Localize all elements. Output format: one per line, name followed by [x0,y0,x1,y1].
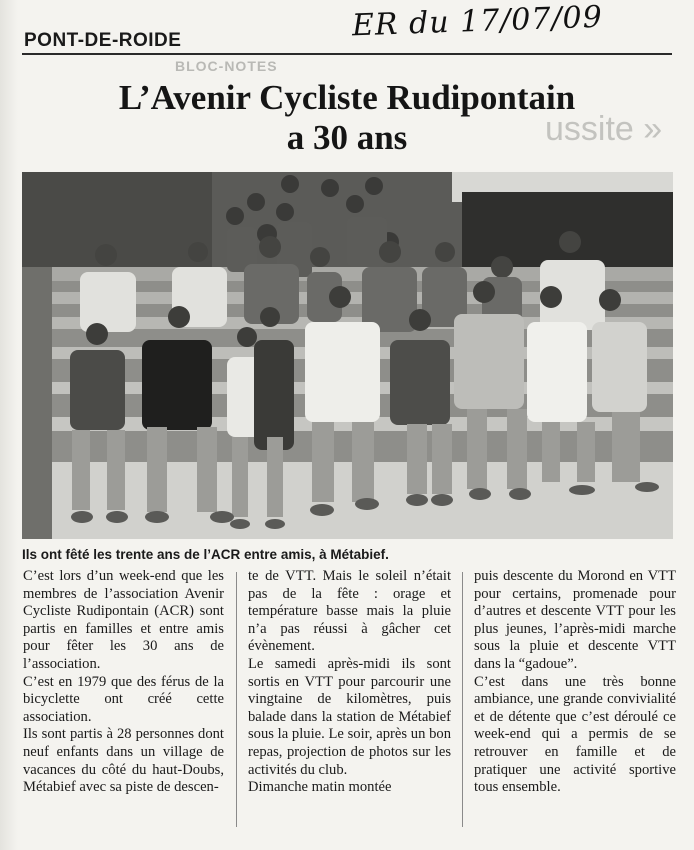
paragraph: Le samedi après-midi ils sont sortis en VTT pour parcourir une vingtaine de kilomètres, puis balade dans la station de Métabief sous la pluie. Le soir, après un bon repas, projection de photos sur les activités du club. [248,655,451,778]
section-rule [22,53,672,55]
column-divider [236,572,237,827]
column-divider [462,572,463,827]
group-photo [22,172,673,539]
paragraph: Dimanche matin montée [248,779,392,796]
paragraph: C’est dans une très bonne ambiance, une grande convivialité et de détente que c’est déroulé ce week-end qui a permis de se retrouver en famille et de pratiquer une activité sportive tous ensemble. [474,673,676,796]
bleed-through-heading: BLOC-NOTES [175,58,278,74]
photo-caption: Ils ont fêté les trente ans de l’ACR entre amis, à Métabief. [22,547,389,562]
headline-line-2: a 30 ans [286,118,408,157]
paragraph: C’est lors d’un week-end que les membres de l’association Avenir Cycliste Rudipontain (ACR) sont partis en familles et entre amis pour fêter les 30 ans de l’association. [23,568,224,672]
headline-line-1: L’Avenir Cycliste Rudipontain [118,78,576,117]
article-column-1 [23,568,224,797]
section-label: PONT-DE-ROIDE [24,30,182,51]
paragraph: puis descente du Morond en VTT pour certains, promenade pour d’autres et descente VTT pour les plus jeunes, l’après-midi marche sous la pluie et descente VTT dans la “gadoue”. [474,568,676,672]
adjacent-page-edge [0,0,18,850]
paragraph: Ils sont partis à 28 personnes dont neuf enfants dans un village de vacances du côté du haut-Doubs, Métabief avec sa piste de descen- [23,726,224,796]
article-headline [22,78,672,158]
article-column-2 [248,568,451,797]
paragraph: te de VTT. Mais le soleil n’était pas de la fête : orage et température basse mais la pluie n’a pas réussi à gâcher cet évènement. [248,568,451,655]
handwritten-source-note: ER du 17/07/09 [351,0,604,44]
paragraph: C’est en 1979 que des férus de la bicyclette ont créé cette association. [23,673,224,725]
article-column-3 [474,568,676,797]
bleed-through-heading-right: ussite » [545,110,663,148]
